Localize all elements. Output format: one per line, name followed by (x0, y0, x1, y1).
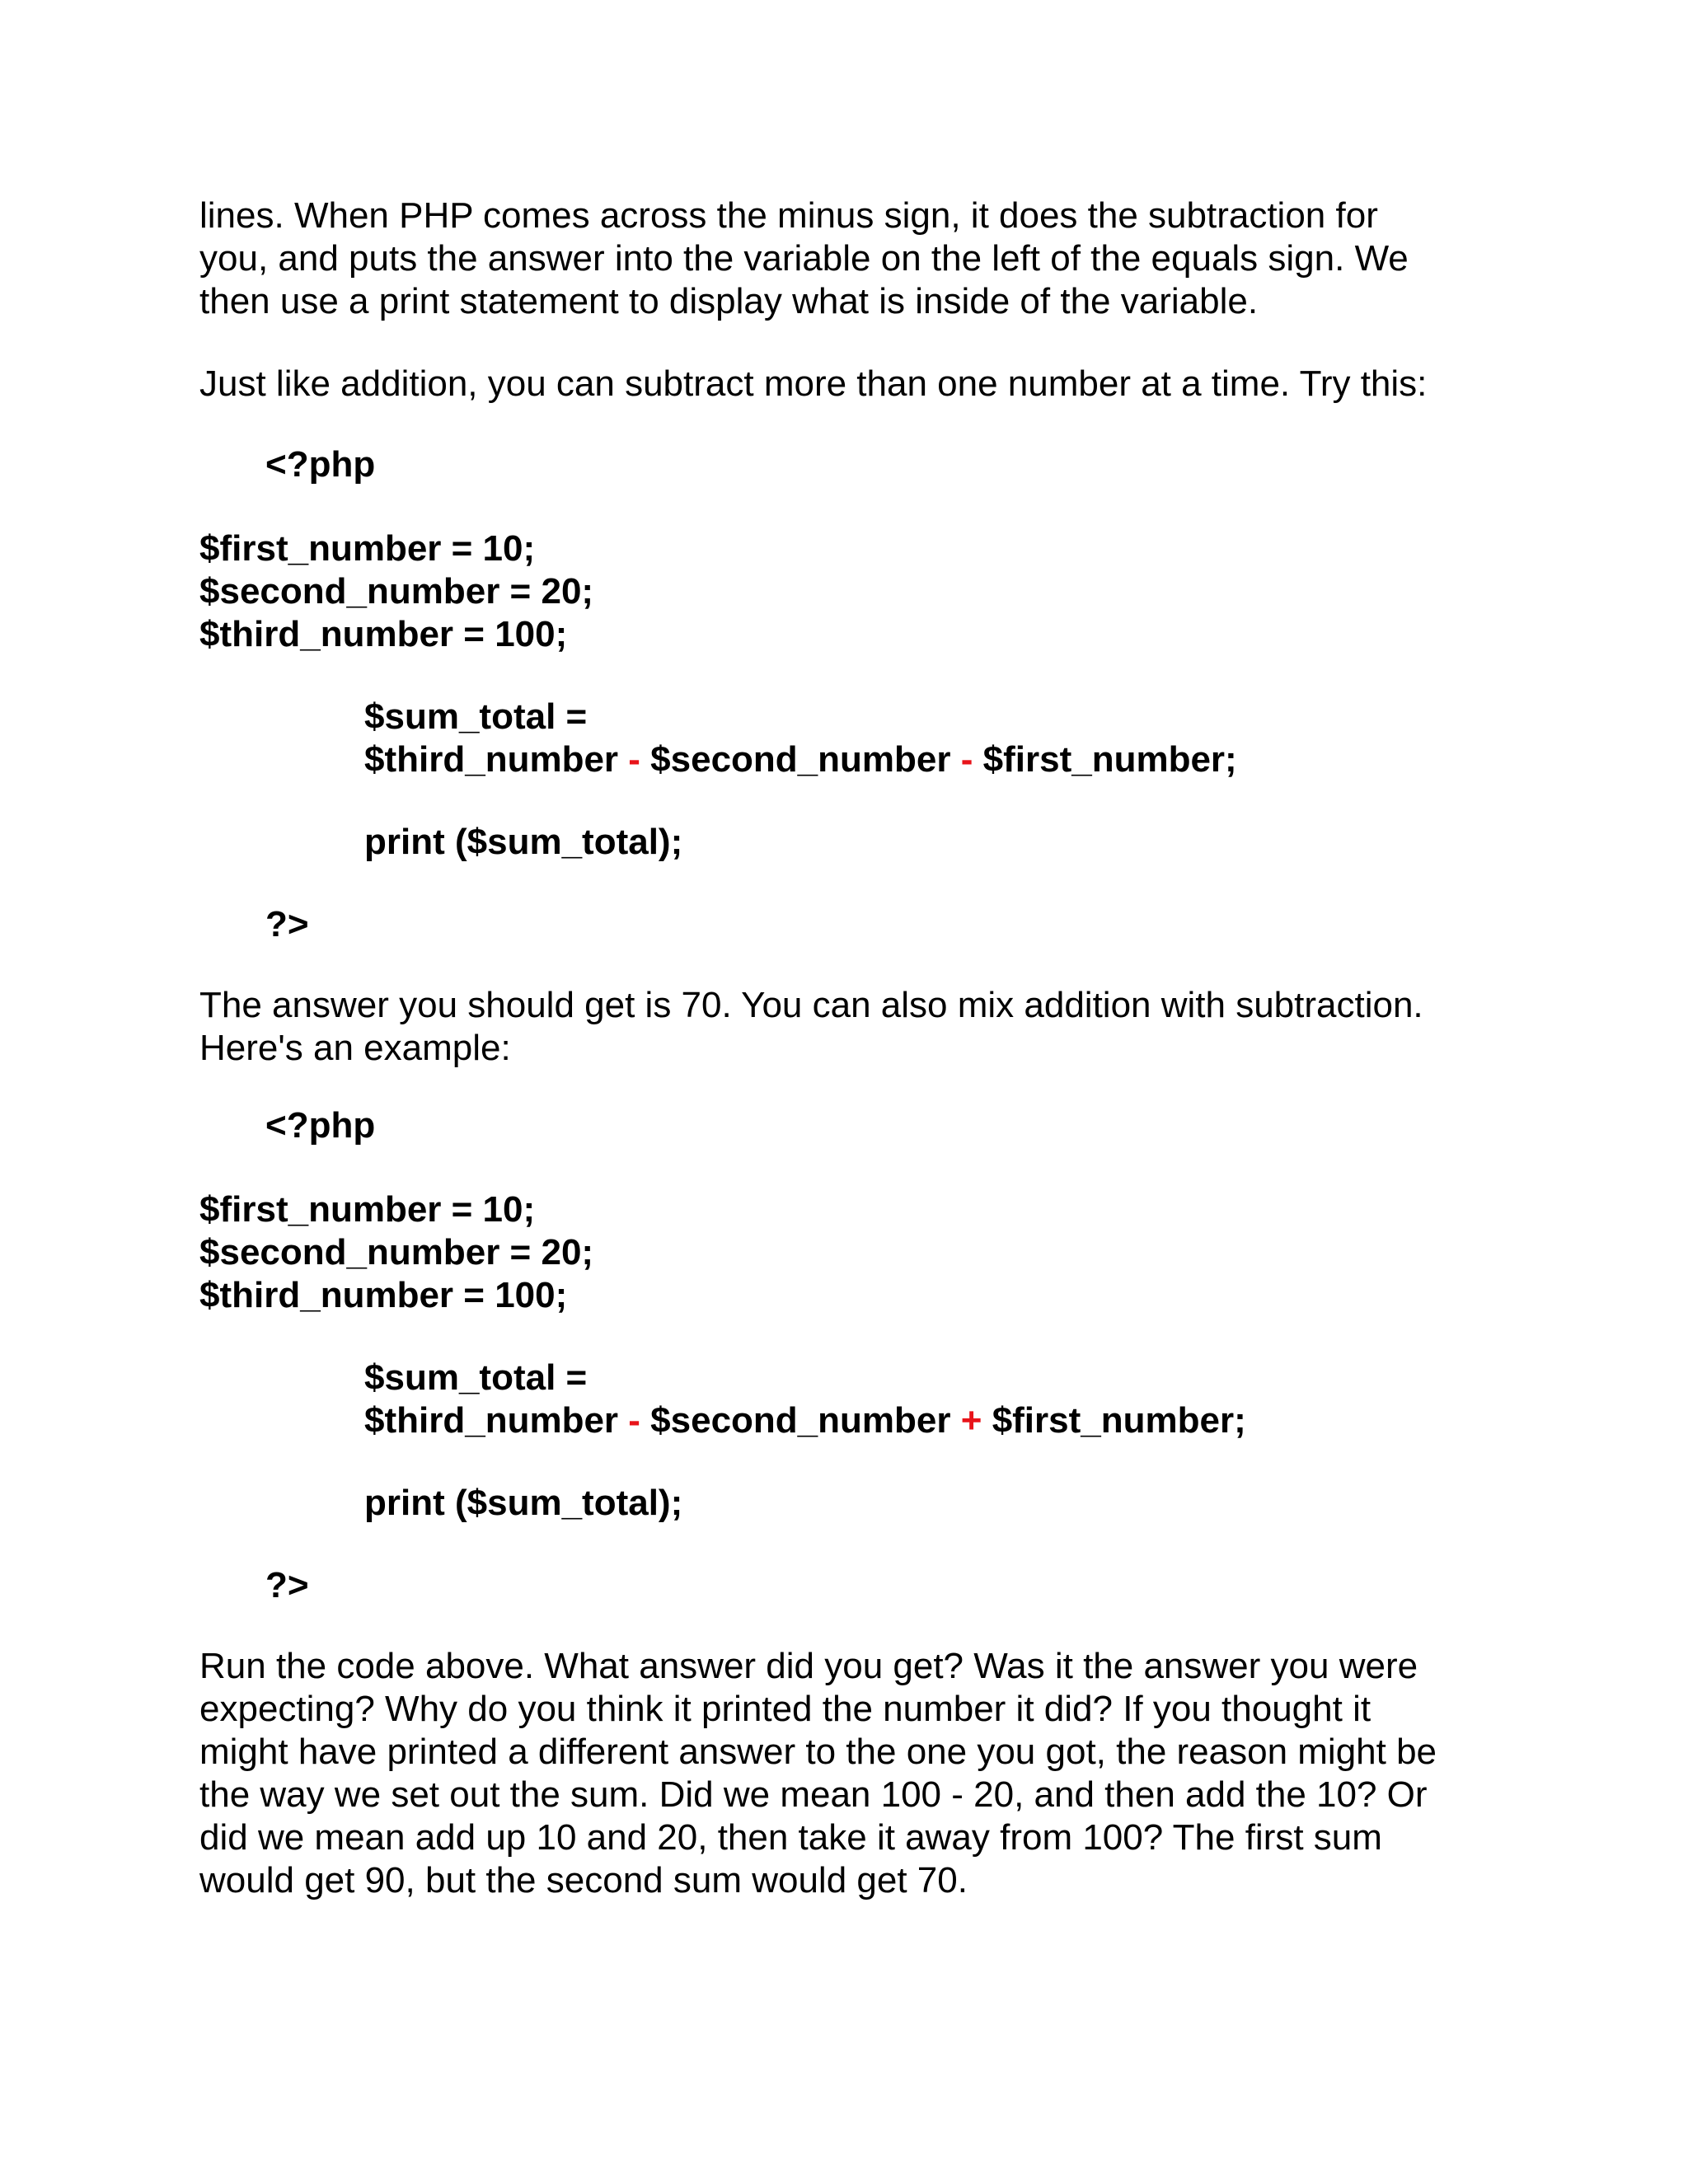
code1-print: print ($sum_total); (364, 822, 683, 862)
code2-print: print ($sum_total); (364, 1483, 683, 1523)
run-line-1: Run the code above. What answer did you get? Was it the answer you were (199, 1646, 1418, 1686)
code2-sum-assign: $sum_total = (364, 1357, 588, 1398)
code2-close-tag: ?> (265, 1565, 309, 1605)
run-line-6: would get 90, but the second sum would get 70. (199, 1860, 968, 1900)
code1-expr-third: $third_number (364, 739, 619, 780)
code1-open-tag: <?php (265, 444, 376, 485)
run-line-3: might have printed a different answer to the one you got, the reason might be (199, 1732, 1437, 1772)
run-line-5: did we mean add up 10 and 20, then take it away from 100? The first sum (199, 1817, 1382, 1858)
code1-first-number: $first_number = 10; (199, 528, 536, 569)
code1-operator-1: - (628, 739, 640, 780)
code2-open-tag: <?php (265, 1105, 376, 1146)
run-line-2: expecting? Why do you think it printed the number it did? If you thought it (199, 1689, 1372, 1729)
code2-second-number: $second_number = 20; (199, 1232, 594, 1272)
code2-expr-second: $second_number (650, 1400, 951, 1441)
code1-third-number: $third_number = 100; (199, 614, 568, 654)
code1-expr-first: $first_number; (982, 739, 1237, 780)
intro-line-3: then use a print statement to display what is inside of the variable. (199, 281, 1259, 321)
code1-expr-second: $second_number (650, 739, 951, 780)
answer-line-1: The answer you should get is 70. You can also mix addition with subtraction. (199, 985, 1423, 1025)
run-line-4: the way we set out the sum. Did we mean 100 - 20, and then add the 10? Or (199, 1774, 1428, 1815)
code1-second-number: $second_number = 20; (199, 571, 594, 612)
answer-line-2: Here's an example: (199, 1028, 511, 1068)
intro-line-1: lines. When PHP comes across the minus sign, it does the subtraction for (199, 195, 1378, 236)
code1-close-tag: ?> (265, 904, 309, 944)
intro-paragraph (199, 194, 1526, 323)
try-paragraph: Just like addition, you can subtract more than one number at a time. Try this: (199, 363, 1428, 404)
code1-sum-assign: $sum_total = (364, 696, 588, 737)
code1-operator-2: - (960, 739, 973, 780)
code2-expression (364, 1399, 1246, 1442)
code2-operator-2: + (960, 1400, 982, 1441)
run-paragraph (199, 1645, 1526, 1902)
answer-paragraph (199, 984, 1526, 1070)
code2-third-number: $third_number = 100; (199, 1275, 568, 1315)
code1-expression (364, 738, 1237, 781)
intro-line-2: you, and puts the answer into the variable on the left of the equals sign. We (199, 238, 1409, 279)
code2-expr-first: $first_number; (992, 1400, 1246, 1441)
code2-expr-third: $third_number (364, 1400, 619, 1441)
code2-first-number: $first_number = 10; (199, 1189, 536, 1230)
code2-operator-1: - (628, 1400, 640, 1441)
